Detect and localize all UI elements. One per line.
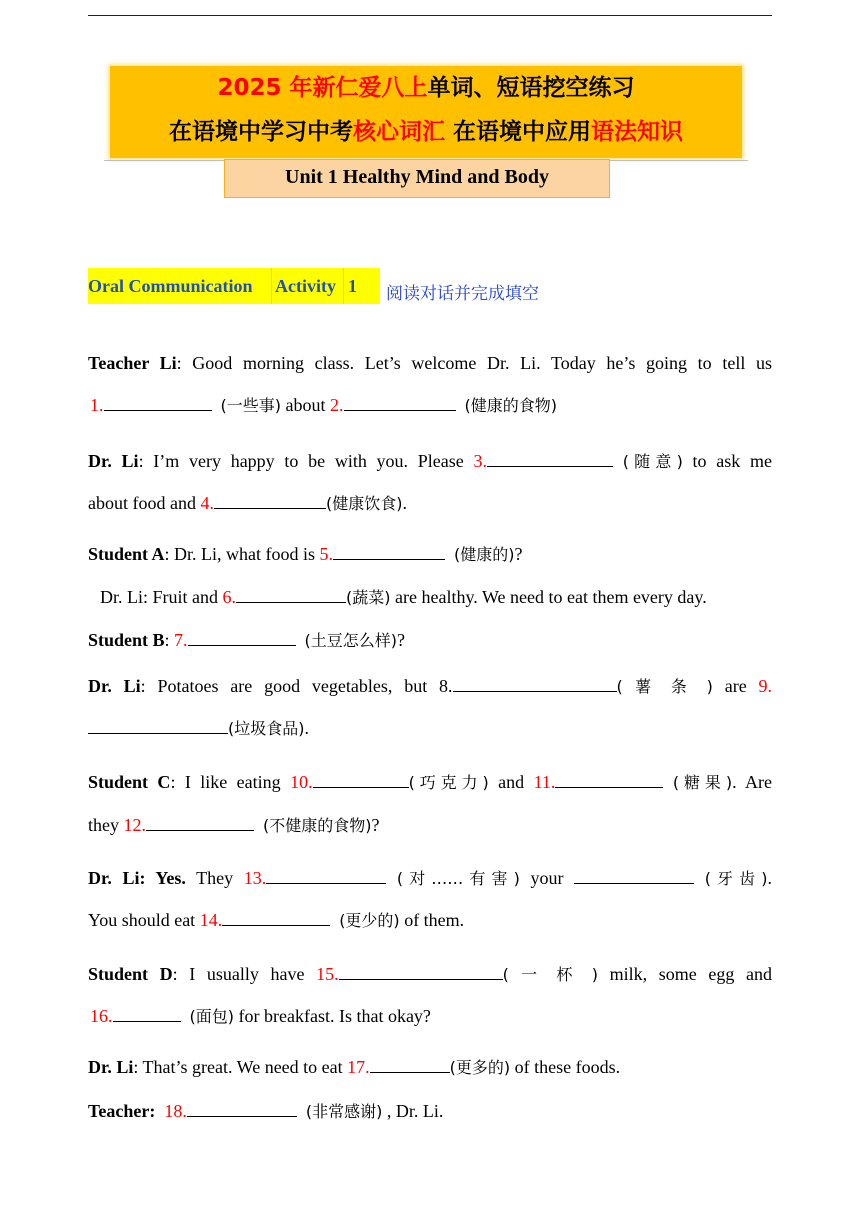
line-text: . (767, 868, 772, 888)
line-text: milk, some egg and (598, 964, 772, 984)
hint-16: (面包) (189, 1007, 234, 1026)
blank-8[interactable] (453, 675, 617, 692)
blank-4[interactable] (214, 492, 326, 509)
line-text: for breakfast. Is that okay? (234, 1006, 431, 1026)
line-text: . (402, 493, 407, 513)
blank-7[interactable] (188, 629, 296, 646)
dialogue-line-15 (88, 1005, 772, 1028)
banner-line1-red: 2025 年新仁爱八上 (217, 75, 428, 101)
blank-number-7: 7. (174, 630, 188, 650)
line-text: ? (514, 544, 523, 564)
dialogue-line-10 (88, 771, 772, 794)
hint-4: (健康饮食) (325, 494, 403, 513)
line-text: and (498, 772, 534, 792)
hint-14: (更少的) (339, 911, 400, 930)
hint-12: (不健康的食物) (263, 816, 372, 835)
dialogue-line-3 (88, 450, 772, 473)
blank-5[interactable] (333, 543, 445, 560)
line-text: : (164, 630, 175, 650)
section-part-oral: Oral Communication (88, 268, 272, 304)
blank-15[interactable] (339, 963, 503, 980)
speaker-student-d: Student D (88, 964, 173, 984)
section-instruction: 阅读对话并完成填空 (386, 283, 539, 304)
dialogue-line-14 (88, 963, 772, 986)
blank-number-9: 9. (758, 676, 773, 696)
dialogue-line-5 (88, 543, 772, 566)
blank-number-11: 11. (533, 772, 556, 792)
line-text: They (185, 868, 244, 888)
line-text: : Potatoes are good vegetables, but 8. (140, 676, 453, 696)
hint-3: (随意) (622, 452, 683, 471)
line-text: of these foods. (510, 1057, 621, 1077)
line-text: Dr. Li: Fruit and (100, 587, 223, 607)
banner-line2-b: 核心词汇 (352, 119, 445, 145)
blank-number-6: 6. (222, 587, 236, 607)
speaker-teacher: Teacher: (88, 1101, 156, 1121)
speaker-student-c: Student C (88, 772, 171, 792)
blank-number-12: 12. (123, 815, 146, 835)
line-text: : I like eating (170, 772, 291, 792)
speaker-student-b: Student B (88, 630, 165, 650)
line-text: are healthy. We need to eat them every day. (390, 587, 707, 607)
line-text: : Dr. Li, what food is (164, 544, 320, 564)
line-text: are (724, 676, 759, 696)
banner-line2-c: 在语境中应用 (444, 119, 591, 145)
section-part-activity: Activity (272, 268, 344, 304)
blank-number-1: 1. (90, 395, 104, 415)
section-part-number: 1 (344, 268, 380, 304)
blank-17[interactable] (370, 1056, 450, 1073)
banner-line2-a: 在语境中学习中考 (168, 119, 353, 145)
blank-number-17: 17. (347, 1057, 370, 1077)
blank-number-15: 15. (316, 964, 339, 984)
line-text: they (88, 815, 124, 835)
blank-10[interactable] (313, 771, 409, 788)
blank-number-3: 3. (473, 451, 487, 471)
blank-3[interactable] (487, 450, 613, 467)
unit-title: Unit 1 Healthy Mind and Body (224, 159, 610, 198)
hint-5: (健康的) (454, 545, 515, 564)
blank-number-18: 18. (164, 1101, 187, 1121)
blank-16[interactable] (113, 1005, 181, 1022)
banner-line2-d: 语法知识 (591, 119, 683, 145)
dialogue-line-12 (88, 867, 772, 890)
blank-teeth[interactable] (574, 867, 694, 884)
hint-15: ( 一 杯 ) (502, 965, 599, 984)
line-text: of them. (399, 910, 465, 930)
dialogue-line-6 (100, 586, 772, 609)
line-text: about food and (88, 493, 201, 513)
dialogue-line-11 (88, 814, 772, 837)
line-text: : I usually have (172, 964, 317, 984)
dialogue-line-13 (88, 909, 772, 932)
blank-number-16: 16. (90, 1006, 113, 1026)
dialogue-line-17 (88, 1100, 772, 1123)
line-text: . Are (732, 772, 772, 792)
dialogue-line-7 (88, 629, 772, 652)
blank-1[interactable] (104, 394, 212, 411)
line-text: to ask me (682, 451, 772, 471)
speaker-student-a: Student A (88, 544, 165, 564)
line-text: . (304, 718, 309, 738)
speaker-dr-li-yes: Dr. Li: Yes. (88, 868, 186, 888)
blank-14[interactable] (222, 909, 330, 926)
hint-teeth: (牙齿) (704, 869, 768, 888)
hint-1: (一些事) (220, 396, 281, 415)
blank-6[interactable] (236, 586, 346, 603)
section-heading (88, 268, 539, 304)
dialogue-line-1 (88, 352, 772, 374)
hint-9: (垃圾食品) (228, 719, 305, 738)
banner-line-1 (110, 66, 742, 110)
hint-8: ( 薯 条 ) (616, 677, 713, 696)
speaker-dr-li: Dr. Li (88, 451, 139, 471)
dialogue-line-9 (88, 717, 772, 740)
hint-18: (非常感谢) (305, 1102, 383, 1121)
hint-11: (糖果) (672, 773, 733, 792)
speaker-dr-li: Dr. Li (88, 676, 141, 696)
blank-2[interactable] (344, 394, 456, 411)
line-text: : I’m very happy to be with you. Please (138, 451, 474, 471)
line-text: your (519, 868, 575, 888)
blank-number-4: 4. (200, 493, 214, 513)
blank-number-14: 14. (199, 910, 223, 930)
dialogue-line-4 (88, 492, 772, 515)
dialogue-line-2 (88, 394, 772, 417)
hint-7: (土豆怎么样) (304, 631, 398, 650)
title-banner (110, 66, 742, 158)
line-text: ? (371, 815, 380, 835)
banner-line1-black: 单词、短语挖空练习 (427, 75, 635, 101)
hint-2: (健康的食物) (464, 396, 557, 415)
line-text: : Good morning class. Let’s welcome Dr. Li. Today he’s going to tell us (176, 353, 772, 373)
hint-6: (蔬菜) (346, 588, 391, 607)
blank-number-13: 13. (243, 868, 267, 888)
blank-11[interactable] (555, 771, 663, 788)
line-text: , Dr. Li. (382, 1101, 444, 1121)
dialogue-line-8 (88, 675, 772, 698)
blank-number-5: 5. (319, 544, 334, 564)
hint-13: (对……有害) (396, 869, 520, 888)
line-text: You should eat (88, 910, 200, 930)
hint-10: (巧克力) (408, 773, 489, 792)
line-text: : That’s great. We need to eat (133, 1057, 348, 1077)
blank-number-2: 2. (330, 395, 344, 415)
blank-13[interactable] (266, 867, 386, 884)
hint-17: (更多的) (449, 1058, 511, 1077)
banner-line-2 (110, 110, 742, 154)
line-text: ? (397, 630, 406, 650)
dialogue-line-16 (88, 1056, 772, 1079)
line-text: about (281, 395, 330, 415)
blank-9[interactable] (88, 717, 228, 734)
blank-12[interactable] (146, 814, 254, 831)
blank-18[interactable] (187, 1100, 297, 1117)
speaker-teacher-li: Teacher Li (88, 353, 177, 373)
top-rule (88, 15, 772, 16)
blank-number-10: 10. (290, 772, 313, 792)
speaker-dr-li: Dr. Li (88, 1057, 134, 1077)
